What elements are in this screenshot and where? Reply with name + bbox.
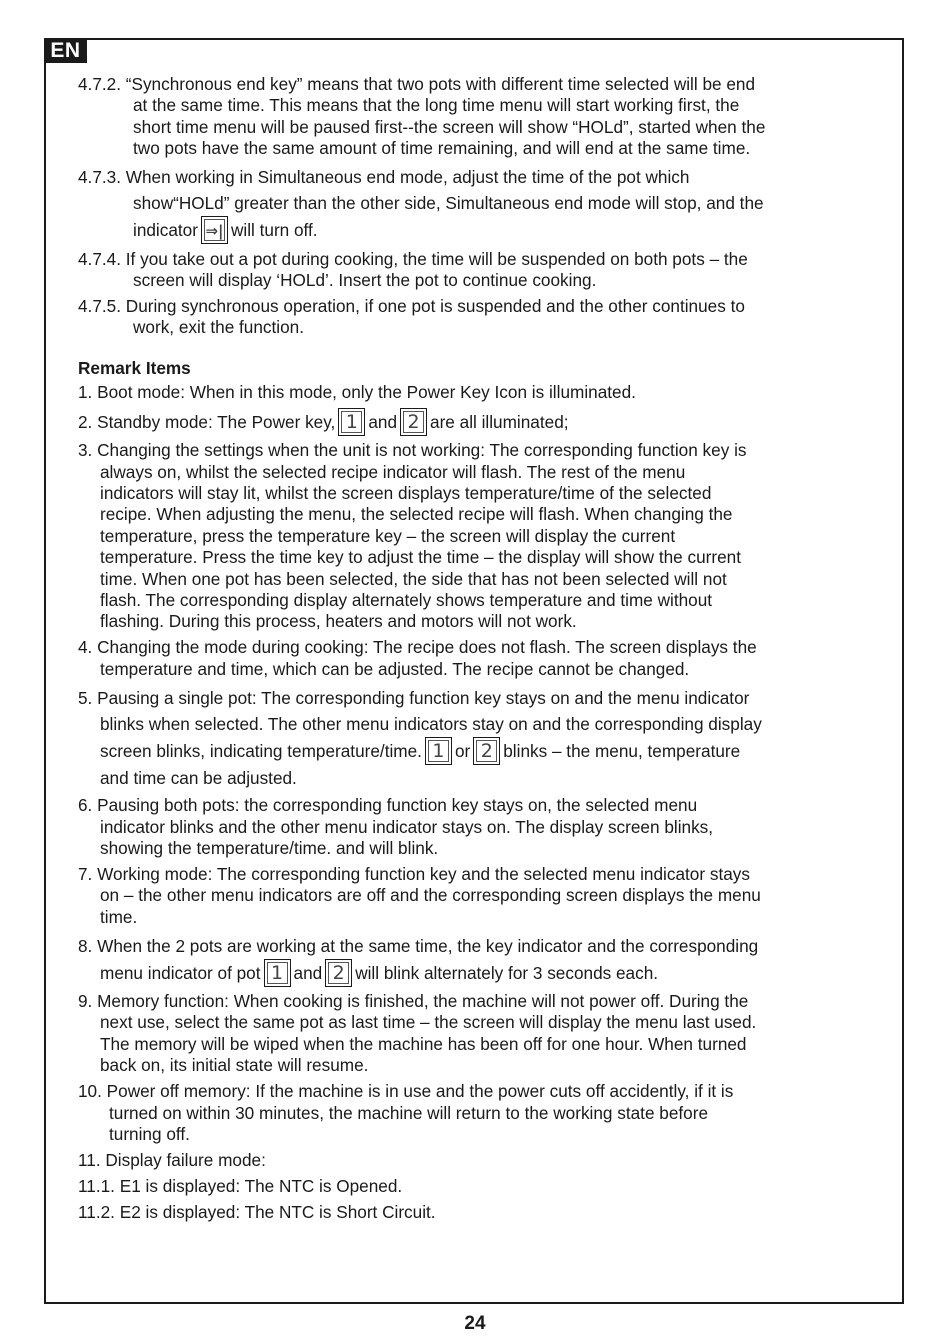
section-4-7-2: 4.7.2. “Synchronous end key” means that two pots with different time selected will be end at the same time. This means that the long time menu will start working first, the short time menu will be paused first--the screen will show “HOLd”, started when the two pots have the same amount of time remaining, and will end at the same time.	[78, 74, 766, 159]
remark-item-11: 11. Display failure mode:	[78, 1149, 266, 1170]
section-4-7-5: 4.7.5. During synchronous operation, if one pot is suspended and the other continues to work, exit the function.	[78, 295, 745, 338]
pot-1-icon: 1	[425, 737, 452, 765]
pot-2-icon: 2	[473, 737, 500, 765]
page-number: 24	[464, 1313, 486, 1334]
remark-item-7: 7. Working mode: The corresponding function key and the selected menu indicator stays on – the other menu indicators are off and the corresponding screen displays the menu time.	[78, 863, 761, 927]
section-4-7-3: 4.7.3. When working in Simultaneous end mode, adjust the time of the pot which show“HOLd” greater than the other side, Simultaneous end mode will stop, and the indicator ⇒| will turn off.	[78, 164, 888, 244]
remark-item-8: 8. When the 2 pots are working at the same time, the key indicator and the corresponding menu indicator of pot 1 and 2 will blink alternately for 3 seconds each.	[78, 933, 888, 987]
pot-2-icon: 2	[400, 408, 427, 436]
sync-end-arrow-icon: ⇒|	[201, 216, 228, 244]
pot-1-icon: 1	[264, 959, 291, 987]
pot-2-icon: 2	[325, 959, 352, 987]
pot-1-icon: 1	[338, 408, 365, 436]
remark-item-9: 9. Memory function: When cooking is finished, the machine will not power off. During the next use, select the same pot as last time – the screen will display the menu last used. The memory will be wiped when the machine has been off for one hour. When turned back on, its initial state will resume.	[78, 991, 757, 1076]
remark-heading: Remark Items	[78, 357, 191, 378]
remark-item-3: 3. Changing the settings when the unit is not working: The corresponding function key is always on, whilst the selected recipe indicator will flash. The rest of the menu indicators will stay lit, whilst the screen displays temperature/time of the selected recipe. When adjusting the menu, the selected recipe will flash. When changing the temperature, press the temperature key – the screen will display the current temperature. Press the time key to adjust the time – the display will show the current time. When one pot has been selected, the side that has not been selected will not flash. The corresponding display alternately shows temperature and time without flashing. During this process, heaters and motors will not work.	[78, 440, 747, 632]
remark-item-1: 1. Boot mode: When in this mode, only the Power Key Icon is illuminated.	[78, 381, 636, 402]
remark-item-6: 6. Pausing both pots: the corresponding function key stays on, the selected menu indicator blinks and the other menu indicator stays on. The display screen blinks, showing the temperature/time. and will blink.	[78, 795, 714, 858]
manual-content	[78, 74, 888, 1228]
remark-item-11-1: 11.1. E1 is displayed: The NTC is Opened.	[78, 1175, 403, 1196]
remark-item-4: 4. Changing the mode during cooking: The recipe does not flash. The screen displays the temperature and time, which can be adjusted. The recipe cannot be changed.	[78, 637, 757, 679]
remark-item-11-2: 11.2. E2 is displayed: The NTC is Short Circuit.	[78, 1201, 436, 1222]
language-badge: EN	[44, 38, 87, 63]
remark-item-10: 10. Power off memory: If the machine is in use and the power cuts off accidently, if it is turned on within 30 minutes, the machine will return to the working state before turning off.	[78, 1081, 734, 1144]
section-4-7-4: 4.7.4. If you take out a pot during cooking, the time will be suspended on both pots – the screen will display ‘HOLd’. Insert the pot to continue cooking.	[78, 248, 748, 291]
remark-item-5: 5. Pausing a single pot: The corresponding function key stays on and the menu indicator blinks when selected. The other menu indicators stay on and the corresponding display screen blinks, indicating temperature/time. 1 or 2 blinks – the menu, temperature and time can be adjusted.	[78, 687, 762, 788]
remark-item-2: 2. Standby mode: The Power key, 1 and 2 are all illuminated;	[78, 408, 888, 436]
